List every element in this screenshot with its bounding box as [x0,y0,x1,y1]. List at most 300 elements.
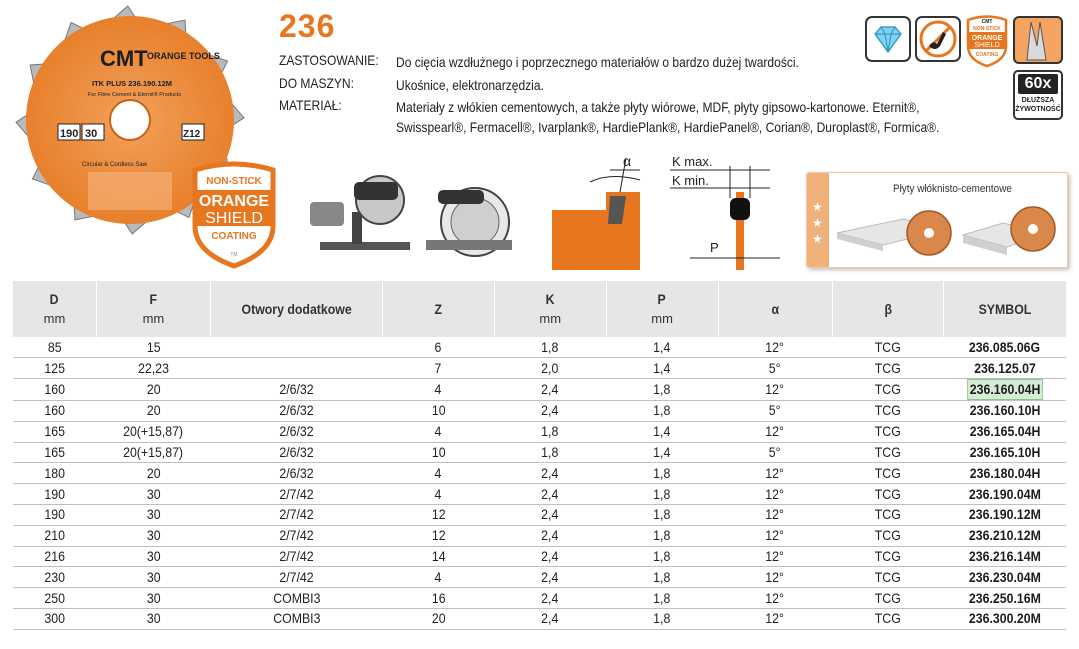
cell-text: 1,8 [541,423,559,440]
longer-life-line2: ŻYWOTNOŚĆ [1015,106,1061,113]
table-cell [494,546,606,567]
table-cell [832,379,944,401]
table-cell [13,401,97,422]
symbol-text: 236.190.04M [969,485,1041,502]
cell-text: 2,4 [541,381,559,398]
cell-text: 20(+15,87) [123,423,184,440]
blade-line2: For Fibre Cement & Eternit® Products [88,92,182,98]
table-cell [96,546,210,567]
material-illustration [806,172,1068,268]
table-cell [718,337,832,358]
table-cell [13,379,97,401]
cell-text: TCG [874,423,901,440]
table-row [13,442,1067,463]
table-cell [494,505,606,526]
symbol-text: 236.165.04H [969,423,1041,440]
table-cell [718,505,832,526]
cell-text: 2/7/42 [279,548,314,565]
saw-teeth-icon [1013,16,1063,64]
table-row [13,379,1067,401]
column-header [832,281,944,337]
cell-text: 1,8 [653,485,671,502]
cell-text: 1,4 [653,444,671,461]
product-code: 236 [279,8,336,44]
table-cell [606,358,718,379]
table-cell [96,358,210,379]
table-cell [718,525,832,546]
cell-text: 12° [765,610,785,627]
table-cell [210,588,382,609]
symbol-text: 236.216.14M [969,548,1041,565]
symbol-cell [944,546,1066,567]
cell-text: 216 [44,548,65,565]
table-cell [832,421,944,442]
spec-label-machines: DO MASZYN: [279,75,354,91]
cell-text: 12° [765,548,785,565]
table-cell [606,609,718,630]
symbol-text: 236.085.06G [969,338,1041,355]
cell-text: 2,4 [541,485,559,502]
cell-text: 20 [146,464,161,481]
table-cell [494,463,606,484]
column-header-label: Z [434,300,443,317]
column-header-unit: mm [651,311,673,326]
cell-text: 12° [765,589,785,606]
symbol-cell [944,463,1066,484]
longer-life-badge [1013,70,1063,120]
cell-text: 12° [765,464,785,481]
cell-text: 4 [434,485,442,502]
column-header-label: F [149,291,158,307]
symbol-text: 236.180.04H [969,464,1041,481]
table-cell [382,609,494,630]
table-cell [210,358,382,379]
column-header [944,281,1066,337]
small-shield-brand: CMT [981,19,993,25]
column-header [13,281,97,337]
table-cell [606,588,718,609]
symbol-cell [944,358,1066,379]
cell-text: 12° [765,338,785,355]
table-cell [718,484,832,505]
cell-text: 20 [431,610,446,627]
column-header-label: D [50,291,59,307]
cell-text: 2/7/42 [279,527,314,544]
no-lubricant-icon [915,16,961,62]
shield-mid1-text: ORANGE [198,193,270,210]
cell-text: 22,23 [138,359,169,376]
cell-text: 30 [146,610,161,627]
fibre-cement-boards-image [833,195,1065,267]
column-header-unit: mm [142,311,165,326]
column-header-label: Otwory dodatkowe [241,300,352,317]
table-cell [382,588,494,609]
table-cell [832,567,944,588]
cell-text: 12° [765,527,785,544]
cell-text: 2,4 [541,402,559,419]
symbol-cell [944,505,1066,526]
cell-text: 30 [146,568,161,585]
table-cell [718,401,832,422]
column-header [210,281,382,337]
table-cell [210,401,382,422]
symbol-cell [944,525,1066,546]
cell-text: 12° [765,423,785,440]
cell-text: 2/7/42 [279,485,314,502]
cell-text: TCG [874,568,901,585]
cell-text: 6 [434,338,442,355]
symbol-cell [944,442,1066,463]
kmin-label: K min. [672,173,709,188]
table-row [13,421,1067,442]
table-cell [832,588,944,609]
cell-text: 1,4 [653,423,671,440]
table-cell [718,379,832,401]
cell-text: 190 [44,506,65,523]
table-cell [96,463,210,484]
symbol-text: 236.300.20M [969,610,1041,627]
cell-text: 2,4 [541,568,559,585]
cell-text: 1,8 [653,402,671,419]
cell-text: 12° [765,381,785,398]
table-cell [210,442,382,463]
table-cell [606,505,718,526]
cell-text: 165 [44,444,65,461]
cell-text: 2,0 [541,359,559,376]
table-cell [832,484,944,505]
table-row [13,337,1067,358]
symbol-cell [944,401,1066,422]
spec-value-application: Do cięcia wzdłużnego i poprzecznego materiałów o bardzo dużej twardości. [396,54,799,70]
table-cell [832,525,944,546]
table-cell [13,505,97,526]
cell-text: 20 [146,381,161,398]
cell-text: 4 [434,464,442,481]
table-cell [832,358,944,379]
cell-text: 2,4 [541,506,559,523]
cell-text: 7 [434,359,442,376]
column-header [606,281,718,337]
column-header-label: β [884,300,892,317]
table-cell [382,525,494,546]
cell-text: TCG [874,485,901,502]
cell-text: 190 [44,485,65,502]
table-cell [382,379,494,401]
table-cell [96,421,210,442]
column-header-unit: mm [43,311,66,326]
cell-text: 1,8 [653,589,671,606]
table-row [13,484,1067,505]
spec-value-machines: Ukośnice, elektronarzędzia. [396,77,544,93]
svg-text:★: ★ [812,200,823,214]
blade-brand: CMT [100,46,148,71]
cell-text: 1,8 [653,527,671,544]
cell-text: 5° [769,359,781,376]
cell-text: 30 [146,485,161,502]
cell-text: 2,4 [541,548,559,565]
kmax-label: K max. [672,154,713,169]
cell-text: 5° [769,444,781,461]
table-cell [832,546,944,567]
table-row [13,567,1067,588]
table-cell [832,463,944,484]
table-cell [494,567,606,588]
table-cell [718,421,832,442]
cell-text: 2,4 [541,527,559,544]
shield-tm: TM [230,252,238,258]
shield-bottom-text: COATING [211,231,257,242]
table-cell [718,588,832,609]
cell-text: 20 [146,402,161,419]
table-cell [210,337,382,358]
table-cell [96,588,210,609]
table-cell [718,463,832,484]
table-cell [606,421,718,442]
cell-text: 15 [146,338,161,355]
table-cell [96,609,210,630]
symbol-cell [944,567,1066,588]
svg-text:★: ★ [812,216,823,230]
column-header-label: K [545,291,555,307]
blade-bore: 30 [85,128,98,140]
table-cell [382,505,494,526]
column-header-unit: mm [539,311,562,326]
table-cell [382,546,494,567]
table-cell [13,567,97,588]
cell-text: 30 [146,548,161,565]
cell-text: 5° [769,402,781,419]
cell-text: 16 [431,589,446,606]
cell-text: 1,8 [653,464,671,481]
machines-diagram [310,152,790,272]
table-cell [210,505,382,526]
table-cell [96,401,210,422]
material-title: Płyty włóknisto-cementowe [893,183,1012,195]
column-header-label: SYMBOL [978,300,1032,317]
cell-text: 1,8 [653,610,671,627]
cell-text: TCG [874,527,901,544]
table-cell [96,567,210,588]
cell-text: 12° [765,506,785,523]
spec-label-material: MATERIAŁ: [279,97,342,113]
table-cell [13,337,97,358]
table-cell [494,337,606,358]
table-cell [382,401,494,422]
symbol-text: 236.160.10H [969,402,1041,419]
table-cell [718,609,832,630]
table-cell [606,401,718,422]
cell-text: 12° [765,568,785,585]
column-header [494,281,606,337]
cell-text: 210 [44,527,65,544]
table-cell [718,358,832,379]
cell-text: TCG [874,548,901,565]
cell-text: 2/6/32 [279,381,314,398]
table-cell [606,379,718,401]
table-cell [96,379,210,401]
table-row [13,463,1067,484]
cell-text: TCG [874,338,901,355]
cell-text: 1,8 [541,444,559,461]
product-table [12,281,1066,630]
cell-text: 30 [146,527,161,544]
table-cell [13,609,97,630]
table-cell [13,546,97,567]
spec-label-application: ZASTOSOWANIE: [279,52,379,68]
table-row [13,546,1067,567]
table-cell [718,567,832,588]
diamond-icon [865,16,911,62]
table-cell [96,525,210,546]
cell-text: 85 [47,338,62,355]
cell-text: TCG [874,402,901,419]
table-cell [96,442,210,463]
cell-text: 1,8 [653,506,671,523]
cell-text: 10 [431,402,446,419]
table-row [13,401,1067,422]
shield-top-text: NON-STICK [206,176,262,187]
cell-text: 165 [44,423,65,440]
table-cell [210,525,382,546]
cell-text: 180 [44,464,65,481]
table-cell [494,588,606,609]
tooth-angle-diagram [552,153,640,270]
cell-text: COMBI3 [272,610,320,627]
cell-text: 230 [44,568,65,585]
symbol-cell [944,588,1066,609]
rating-stars [807,173,829,268]
symbol-text: 236.250.16M [969,589,1041,606]
table-cell [13,525,97,546]
table-cell [210,379,382,401]
table-cell [832,609,944,630]
symbol-cell [944,379,1066,401]
table-cell [210,567,382,588]
blade-footer: Circular & Cordless Saw [82,162,148,168]
table-cell [606,484,718,505]
table-cell [832,337,944,358]
cell-text: 160 [44,381,65,398]
table-row [13,609,1067,630]
table-cell [13,442,97,463]
table-cell [494,421,606,442]
symbol-cell [944,609,1066,630]
table-header-row [13,281,1067,337]
cell-text: 2/6/32 [279,444,314,461]
cell-text: TCG [874,589,901,606]
blade-teeth: Z12 [183,129,201,140]
small-shield-mid1: ORANGE [971,35,1003,42]
cell-text: TCG [874,506,901,523]
table-cell [494,525,606,546]
cell-text: 12° [765,485,785,502]
table-cell [494,401,606,422]
table-cell [13,358,97,379]
column-header [382,281,494,337]
cell-text: 125 [44,359,65,376]
small-shield-mid2: SHIELD [974,42,1000,49]
cell-text: 2/6/32 [279,423,314,440]
table-cell [210,421,382,442]
cell-text: 12 [431,527,446,544]
cell-text: 2,4 [541,610,559,627]
cell-text: 20(+15,87) [123,444,184,461]
blade-brand-sub: ORANGE TOOLS [147,51,220,61]
table-cell [718,546,832,567]
table-cell [210,463,382,484]
table-cell [382,567,494,588]
table-cell [13,588,97,609]
p-label: P [710,240,719,255]
table-cell [718,442,832,463]
table-cell [13,484,97,505]
symbol-text: 236.190.12M [969,506,1041,523]
cell-text: 30 [146,589,161,606]
table-cell [494,358,606,379]
cell-text: TCG [874,610,901,627]
table-cell [606,567,718,588]
cell-text: 2/6/32 [279,464,314,481]
table-cell [606,442,718,463]
table-cell [494,442,606,463]
table-cell [210,609,382,630]
cell-text: 2/7/42 [279,568,314,585]
symbol-text: 236.165.10H [969,444,1041,461]
table-cell [96,505,210,526]
cell-text: 2/7/42 [279,506,314,523]
symbol-text: 236.230.04M [969,568,1041,585]
cell-text: COMBI3 [272,589,320,606]
table-cell [606,546,718,567]
blade-model: ITK PLUS 236.190.12M [92,79,173,88]
cell-text: 2/6/32 [279,402,314,419]
table-body [13,337,1067,629]
table-cell [832,442,944,463]
cell-text: 4 [434,381,442,398]
table-cell [606,463,718,484]
spec-value-material: Materiały z włókien cementowych, a także płyty wiórowe, MDF, płyty gipsowo-kartonowe. Eternit®, Swisspearl®, Fermacell®, Ivarplank®, HardiePlank®, HardiePanel®, Corian®, Duroplast®, Formica®. [396,99,940,135]
blade-diameter: 190 [60,128,79,140]
table-cell [13,463,97,484]
cell-text: 1,8 [653,568,671,585]
table-row [13,588,1067,609]
table-cell [210,484,382,505]
column-header-label: α [771,300,779,317]
table-cell [96,337,210,358]
cell-text: 4 [434,423,442,440]
table-cell [13,421,97,442]
table-row [13,525,1067,546]
cell-text: 1,4 [653,359,671,376]
column-header-label: P [658,291,667,307]
orange-shield-small-icon [965,14,1009,68]
svg-text:★: ★ [812,232,823,246]
table-cell [382,358,494,379]
orange-shield-logo [187,160,281,270]
table-cell [606,525,718,546]
symbol-cell [944,337,1066,358]
cell-text: 14 [431,548,446,565]
table-cell [606,337,718,358]
cell-text: 250 [44,589,65,606]
symbol-text: 236.125.07 [974,359,1036,376]
table-row [13,358,1067,379]
symbol-text: 236.160.04H [967,379,1043,400]
column-header [96,281,210,337]
symbol-text: 236.210.12M [969,527,1041,544]
table-cell [494,609,606,630]
cell-text: TCG [874,359,901,376]
